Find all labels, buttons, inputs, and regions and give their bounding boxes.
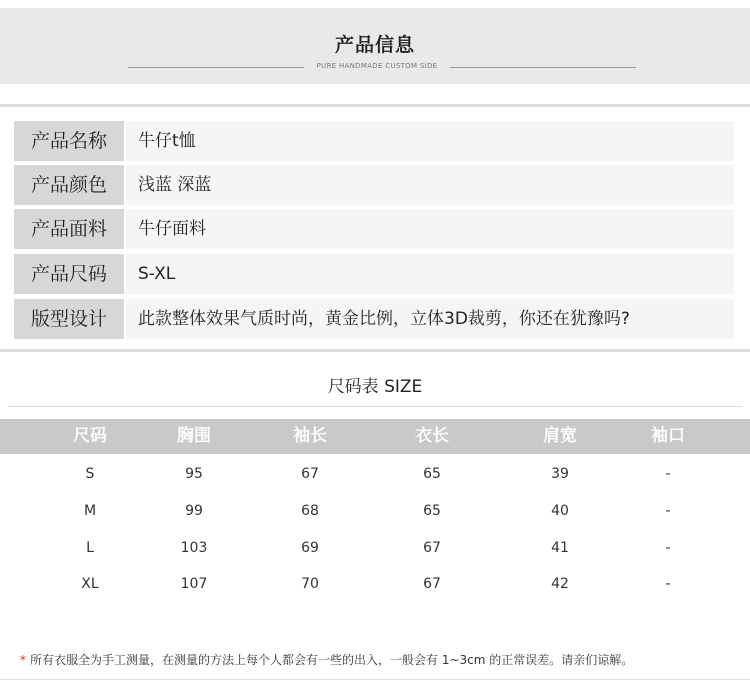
size-title-divider [8, 406, 742, 407]
table-cell: - [665, 503, 671, 519]
table-cell: 42 [551, 576, 569, 592]
table-cell: 95 [185, 466, 203, 482]
table-cell: 40 [551, 503, 569, 519]
info-row-design [14, 299, 734, 339]
info-value: 牛仔面料 [126, 209, 734, 249]
header-banner [0, 8, 750, 84]
info-value: 牛仔t恤 [126, 121, 734, 161]
divider-right [450, 67, 636, 68]
info-row-name [14, 121, 734, 161]
table-cell: 69 [301, 540, 319, 556]
table-row [0, 496, 750, 526]
table-cell: XL [81, 576, 99, 592]
table-cell: 67 [423, 576, 441, 592]
table-cell: 67 [301, 466, 319, 482]
table-row [0, 459, 750, 489]
size-table-title: 尺码表 SIZE [327, 377, 423, 397]
info-divider-top [0, 104, 750, 107]
table-cell: M [83, 503, 97, 519]
table-cell: 39 [551, 466, 569, 482]
table-cell: 67 [423, 540, 441, 556]
table-cell: - [665, 576, 671, 592]
info-divider-bottom [0, 349, 750, 352]
info-value: 浅蓝 深蓝 [126, 165, 734, 205]
table-cell: 99 [185, 503, 203, 519]
table-cell: - [665, 540, 671, 556]
page-subtitle: PURE HANDMADE CUSTOM SIDE [316, 62, 438, 70]
table-cell: - [665, 466, 671, 482]
footer-divider [0, 679, 750, 680]
column-header: 衣长 [415, 426, 449, 446]
table-cell: L [86, 540, 94, 556]
info-value: 此款整体效果气质时尚，黄金比例，立体3D裁剪，你还在犹豫吗? [126, 299, 734, 339]
table-cell: 107 [180, 576, 208, 592]
info-value: S-XL [126, 254, 734, 294]
column-header: 袖长 [293, 426, 327, 446]
table-row [0, 533, 750, 563]
table-cell: 41 [551, 540, 569, 556]
note-text: 所有衣服全为手工测量，在测量的方法上每个人都会有一些的出入，一般会有 1~3cm 的正常误差。请亲们谅解。 [30, 653, 634, 667]
column-header: 胸围 [177, 426, 211, 446]
table-row [0, 569, 750, 599]
info-row-size [14, 254, 734, 294]
info-label: 版型设计 [14, 299, 124, 339]
column-header: 尺码 [73, 426, 107, 446]
info-label: 产品尺码 [14, 254, 124, 294]
info-label: 产品名称 [14, 121, 124, 161]
table-cell: 65 [423, 466, 441, 482]
info-label: 产品颜色 [14, 165, 124, 205]
column-header: 袖口 [651, 426, 685, 446]
table-cell: 65 [423, 503, 441, 519]
column-header: 肩宽 [543, 426, 577, 446]
info-label: 产品面料 [14, 209, 124, 249]
info-row-fabric [14, 209, 734, 249]
asterisk-icon: * [20, 653, 26, 667]
table-cell: S [85, 466, 95, 482]
table-cell: 70 [301, 576, 319, 592]
info-row-color [14, 165, 734, 205]
table-cell: 103 [180, 540, 208, 556]
divider-left [128, 67, 304, 68]
size-table-header [0, 419, 750, 454]
measurement-note [20, 651, 750, 668]
page-title: 产品信息 [334, 34, 415, 56]
table-cell: 68 [301, 503, 319, 519]
